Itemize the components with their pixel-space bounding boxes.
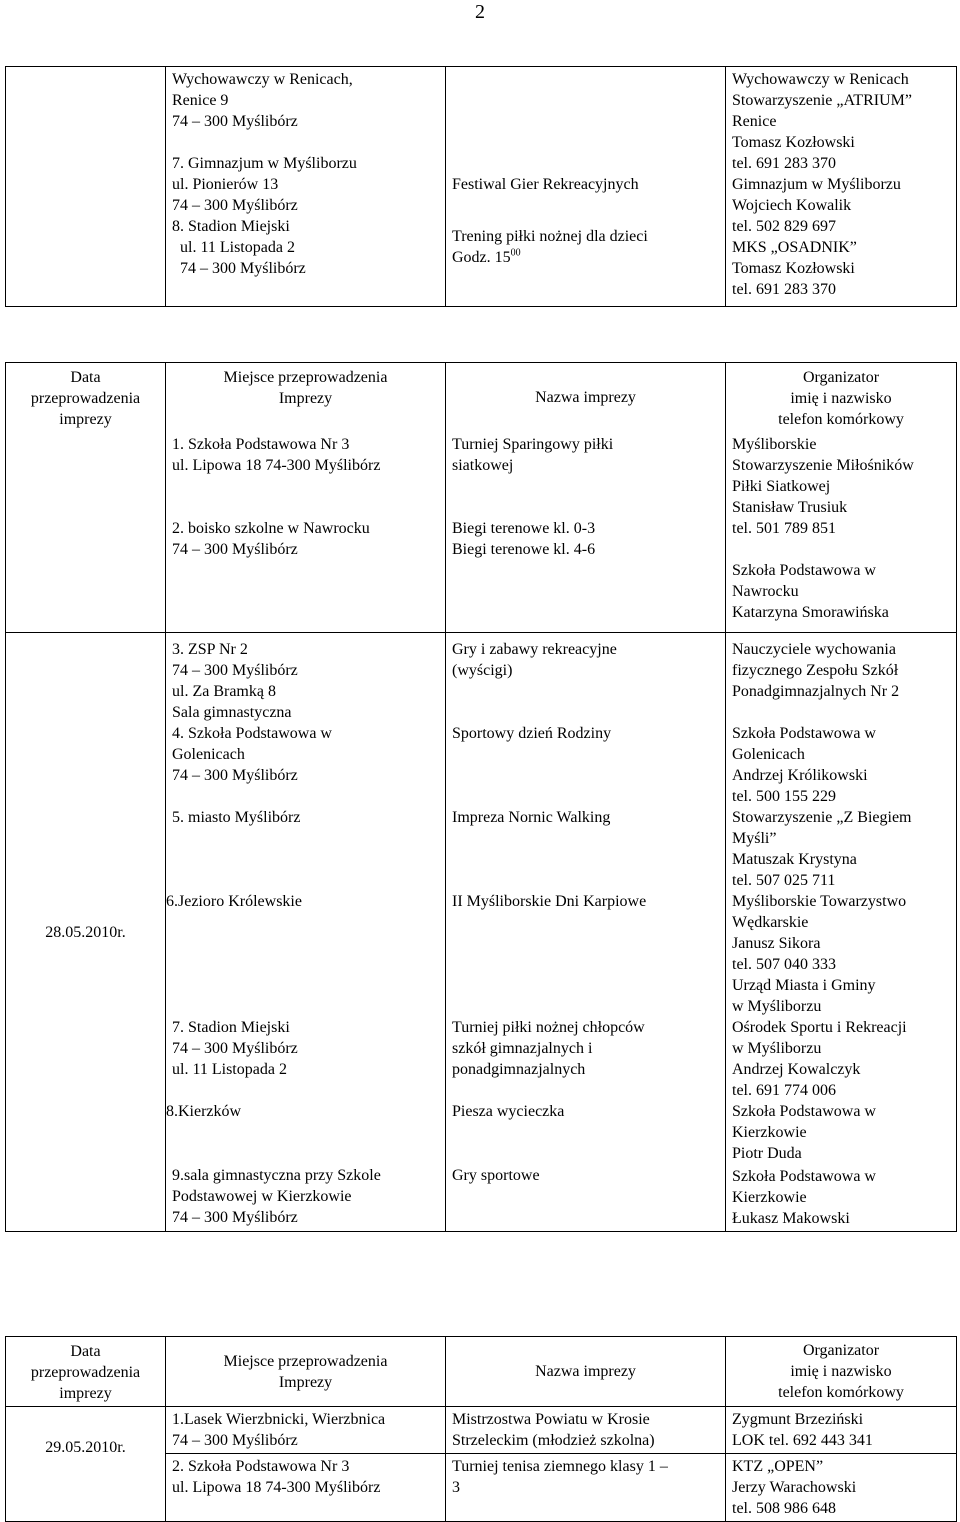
place-cell: 2. Szkoła Podstawowa Nr 3 ul. Lipowa 18 74-300 Myślibórz [166,1454,446,1522]
table-header-row [6,1337,957,1407]
place-cell [166,67,446,307]
event-name: Gry sportowe [452,1167,540,1184]
place-cell [166,432,446,633]
organizer-cell [726,633,957,1232]
events-table-continued [5,66,957,307]
organizer-text: Szkoła Podstawowa w Kierzkowie Łukasz Makowski [732,1168,876,1227]
place-text: 8.Kierzków [166,1103,242,1120]
organizer-cell [726,67,957,307]
event-name: Trening piłki nożnej dla dzieci [452,228,648,245]
table-header-row [6,363,957,433]
organizer-text: Ośrodek Sportu i Rekreacji w Myśliborzu Andrzej Kowalczyk tel. 691 774 006 [732,1019,907,1099]
event-name: Festiwal Gier Rekreacyjnych [452,176,639,193]
organizer-cell: Zygmunt Brzeziński LOK tel. 692 443 341 [726,1407,957,1454]
table-row [6,67,957,307]
organizer-text: Szkoła Podstawowa w Kierzkowie Piotr Duda [732,1103,876,1162]
organizer-text: Wychowawczy w Renicach Stowarzyszenie „ATRIUM” Renice Tomasz Kozłowski tel. 691 283 370 [732,71,912,172]
header-date: Data przeprowadzenia imprezy [6,363,166,633]
place-text: 1. Szkoła Podstawowa Nr 3 ul. Lipowa 18 74-300 Myślibórz [172,436,381,474]
place-text: 7. Gimnazjum w Myśliborzu ul. Pionierów 13 74 – 300 Myślibórz 8. Stadion Miejski [172,155,357,235]
organizer-cell [726,432,957,633]
organizer-cell [726,363,957,433]
event-name: Gry i zabawy rekreacyjne (wyścigi) [452,641,617,679]
organizer-text: Gimnazjum w Myśliborzu Wojciech Kowalik tel. 502 829 697 [732,176,901,235]
header-name: Nazwa imprezy [446,1337,726,1407]
name-cell: Turniej tenisa ziemnego klasy 1 – 3 [446,1454,726,1522]
place-text: 5. miasto Myślibórz [172,809,301,826]
organizer-text: Szkoła Podstawowa w Nawrocku Katarzyna Smorawińska [732,562,889,621]
place-text: 4. Szkoła Podstawowa w Golenicach 74 – 300 Myślibórz [172,725,332,784]
header-name: Nazwa imprezy [535,389,636,406]
place-text: ul. 11 Listopada 2 74 – 300 Myślibórz [180,239,306,277]
name-cell [446,432,726,633]
place-text: 3. ZSP Nr 2 74 – 300 Myślibórz ul. Za Bramką 8 Sala gimnastyczna [172,641,298,721]
header-place: Miejsce przeprowadzenia Imprezy [223,369,388,407]
event-name: Impreza Nornic Walking [452,809,611,826]
page-number: 2 [475,1,485,23]
organizer-cell: KTZ „OPEN” Jerzy Warachowski tel. 508 986 648 [726,1454,957,1522]
date-cell: 29.05.2010r. [6,1407,166,1522]
place-text: Wychowawczy w Renicach, Renice 9 74 – 300 Myślibórz [172,71,353,130]
place-text: 7. Stadion Miejski 74 – 300 Myślibórz ul. 11 Listopada 2 [172,1019,298,1078]
events-table-2805 [5,362,957,1232]
name-cell [446,363,726,433]
event-name: Sportowy dzień Rodziny [452,725,612,742]
organizer-text: Szkoła Podstawowa w Golenicach Andrzej Królikowski tel. 500 155 229 [732,725,876,805]
event-time-minutes: 00 [510,247,521,259]
header-place: Miejsce przeprowadzenia Imprezy [166,1337,446,1407]
event-time-text: Godz. 15 [452,249,511,266]
organizer-text: Myśliborskie Towarzystwo Wędkarskie Janusz Sikora tel. 507 040 333 Urząd Miasta i Gminy w Myśliborzu [732,893,907,1015]
date-cell-empty [6,67,166,307]
event-name: Piesza wycieczka [452,1103,565,1120]
place-cell [166,633,446,1232]
event-name-cell [446,67,726,307]
event-time [452,247,719,268]
name-cell: Mistrzostwa Powiatu w Krosie Strzeleckim (młodzież szkolna) [446,1407,726,1454]
place-cell [166,363,446,433]
organizer-text: Nauczyciele wychowania fizycznego Zespołu Szkół Ponadgimnazjalnych Nr 2 [732,641,900,700]
name-cell [446,633,726,1232]
table-row [6,633,957,1232]
event-name: II Myśliborskie Dni Karpiowe [452,893,647,910]
place-text: 9.sala gimnastyczna przy Szkole Podstawowej w Kierzkowie 74 – 300 Myślibórz [172,1167,381,1226]
date-cell: 28.05.2010r. [6,633,166,1232]
organizer-text: Myśliborskie Stowarzyszenie Miłośników Piłki Siatkowej Stanisław Trusiuk tel. 501 789 851 [732,436,914,537]
table-row [6,1407,957,1454]
place-text: 2. boisko szkolne w Nawrocku 74 – 300 Myślibórz [172,520,370,558]
header-organizer: Organizator imię i nazwisko telefon komórkowy [726,1337,957,1407]
organizer-text: Stowarzyszenie „Z Biegiem Myśli” Matuszak Krystyna tel. 507 025 711 [732,809,912,889]
event-name: Biegi terenowe kl. 0-3 Biegi terenowe kl. 4-6 [452,520,596,558]
organizer-text: MKS „OSADNIK” Tomasz Kozłowski tel. 691 283 370 [732,239,857,298]
header-organizer: Organizator imię i nazwisko telefon komórkowy [778,369,904,428]
place-text: 6.Jezioro Królewskie [166,893,302,910]
header-date: Data przeprowadzenia imprezy [6,1337,166,1407]
place-cell: 1.Lasek Wierzbnicki, Wierzbnica 74 – 300 Myślibórz [166,1407,446,1454]
events-table-2905 [5,1336,957,1522]
event-name: Turniej Sparingowy piłki siatkowej [452,436,614,474]
event-name: Turniej piłki nożnej chłopców szkół gimnazjalnych i ponadgimnazjalnych [452,1019,645,1078]
